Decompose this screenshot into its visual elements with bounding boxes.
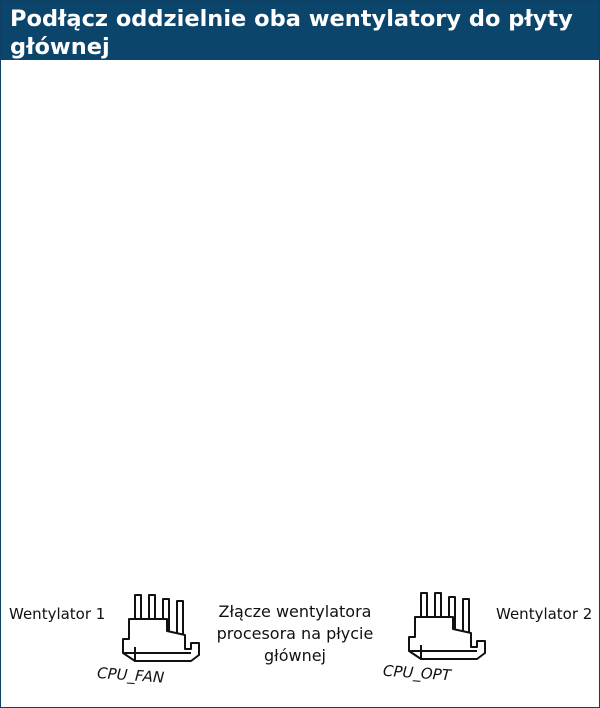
cpu-fan-label: CPU_FAN <box>96 663 165 687</box>
page-title: Podłącz oddzielnie oba wentylatory do płyty głównej <box>10 6 573 60</box>
cpu-opt-label: CPU_OPT <box>382 661 452 685</box>
cpu-opt-connector-icon <box>381 587 491 687</box>
fan2-label: Wentylator 2 <box>496 605 593 623</box>
header-bar <box>1 1 599 60</box>
cpu-fan-connector-icon <box>91 591 201 691</box>
motherboard-connector-label: Złącze wentylatora procesora na płycie głównej <box>216 602 374 665</box>
fan1-label: Wentylator 1 <box>9 605 106 623</box>
